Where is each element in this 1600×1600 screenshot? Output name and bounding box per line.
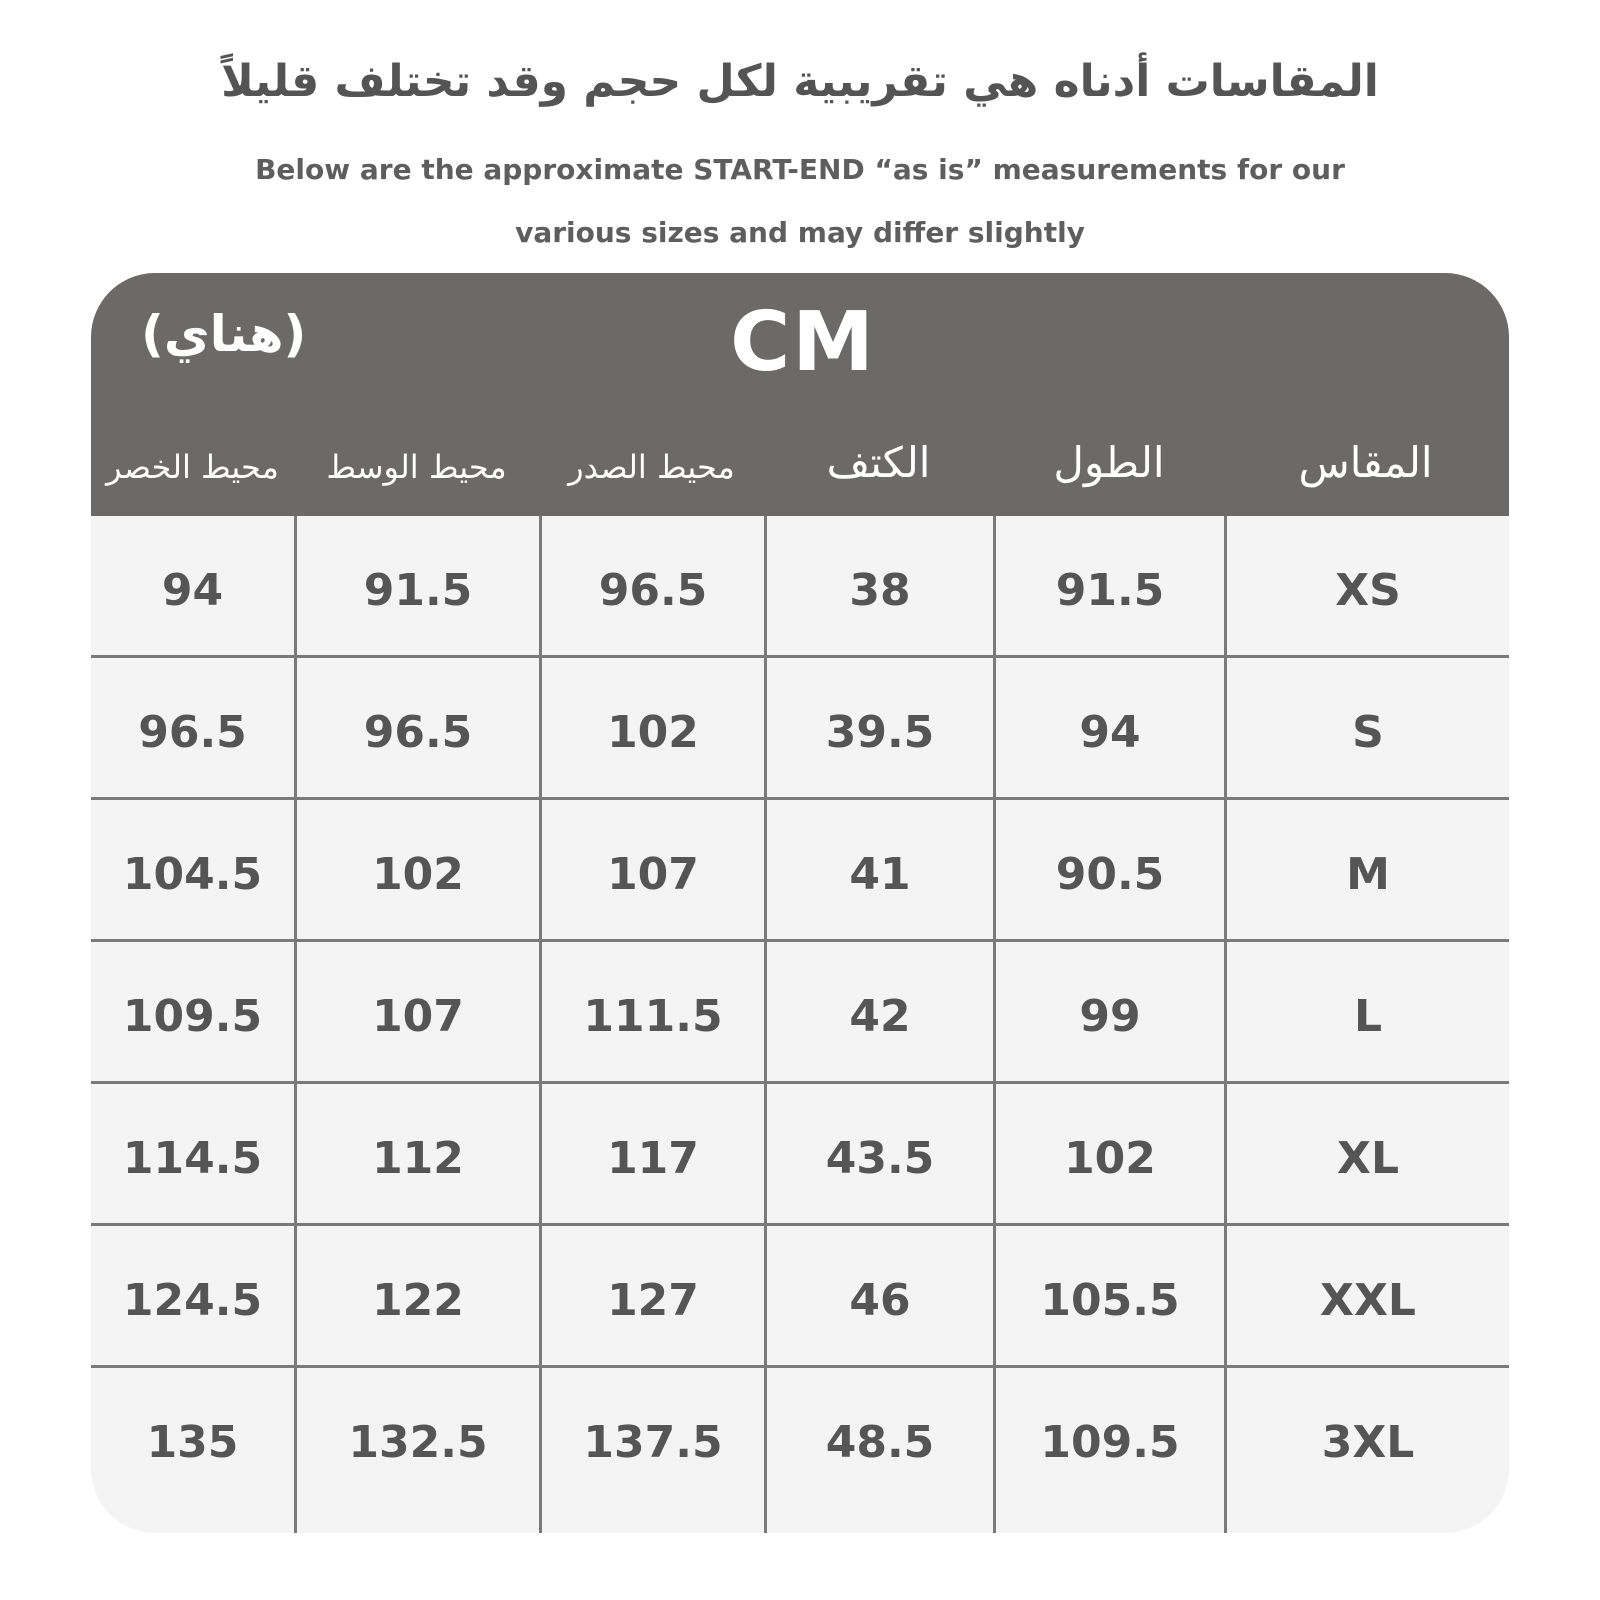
column-header-chest: محيط الصدر: [568, 448, 735, 486]
cell-length: 109.5: [1040, 1417, 1180, 1468]
cell-hip: 104.5: [122, 849, 263, 900]
table-row: [91, 1226, 1509, 1368]
cell-length: 94: [1079, 707, 1141, 758]
column-header-waist: محيط الوسط: [326, 448, 507, 486]
cell-waist: 96.5: [363, 707, 473, 758]
cell-chest: 96.5: [598, 565, 708, 616]
cell-size: XS: [1335, 565, 1401, 616]
unit-label-arabic: (هناي): [141, 305, 307, 363]
cell-waist: 112: [372, 1133, 464, 1184]
cell-size: M: [1346, 849, 1390, 900]
column-header-hip: محيط الخصر: [106, 448, 279, 486]
cell-waist: 132.5: [348, 1417, 488, 1468]
cell-chest: 107: [607, 849, 699, 900]
cell-shoulder: 38: [849, 565, 911, 616]
cell-chest: 111.5: [583, 991, 723, 1042]
size-chart-table: [91, 273, 1509, 1533]
cell-shoulder: 42: [849, 991, 911, 1042]
cell-length: 105.5: [1040, 1275, 1180, 1326]
page-heading-arabic: المقاسات أدناه هي تقريبية لكل حجم وقد تختلف قليلاً: [221, 56, 1379, 107]
cell-shoulder: 43.5: [825, 1133, 935, 1184]
cell-length: 91.5: [1055, 565, 1165, 616]
unit-title: CM: [730, 295, 876, 390]
cell-waist: 91.5: [363, 565, 473, 616]
cell-hip: 109.5: [122, 991, 263, 1042]
cell-length: 102: [1064, 1133, 1156, 1184]
page-heading-english: Below are the approximate START-END “as is” measurements for our various sizes and may differ slightly: [255, 153, 1345, 249]
table-row: [91, 1368, 1509, 1510]
table-row: [91, 658, 1509, 800]
cell-size: 3XL: [1321, 1417, 1415, 1468]
cell-shoulder: 39.5: [825, 707, 935, 758]
cell-waist: 102: [372, 849, 464, 900]
table-row: [91, 516, 1509, 658]
table-header: [91, 273, 1509, 516]
cell-waist: 122: [372, 1275, 464, 1326]
cell-size: S: [1352, 707, 1384, 758]
cell-shoulder: 46: [849, 1275, 911, 1326]
table-row: [91, 1084, 1509, 1226]
cell-shoulder: 41: [849, 849, 911, 900]
column-header-shoulder: الكتف: [826, 438, 931, 487]
cell-chest: 102: [607, 707, 699, 758]
cell-chest: 127: [607, 1275, 699, 1326]
cell-size: XXL: [1320, 1275, 1416, 1326]
cell-waist: 107: [372, 991, 464, 1042]
cell-hip: 114.5: [122, 1133, 263, 1184]
column-header-length: الطول: [1053, 438, 1165, 487]
cell-length: 99: [1079, 991, 1141, 1042]
cell-hip: 124.5: [122, 1275, 263, 1326]
cell-chest: 137.5: [583, 1417, 723, 1468]
table-row: [91, 800, 1509, 942]
cell-size: L: [1353, 991, 1383, 1042]
cell-hip: 135: [146, 1417, 239, 1468]
table-row: [91, 942, 1509, 1084]
cell-length: 90.5: [1055, 849, 1165, 900]
cell-size: XL: [1337, 1133, 1399, 1184]
column-header-size: المقاس: [1298, 438, 1433, 487]
cell-hip: 96.5: [138, 707, 247, 758]
cell-chest: 117: [607, 1133, 699, 1184]
cell-hip: 94: [161, 565, 224, 616]
cell-shoulder: 48.5: [825, 1417, 935, 1468]
